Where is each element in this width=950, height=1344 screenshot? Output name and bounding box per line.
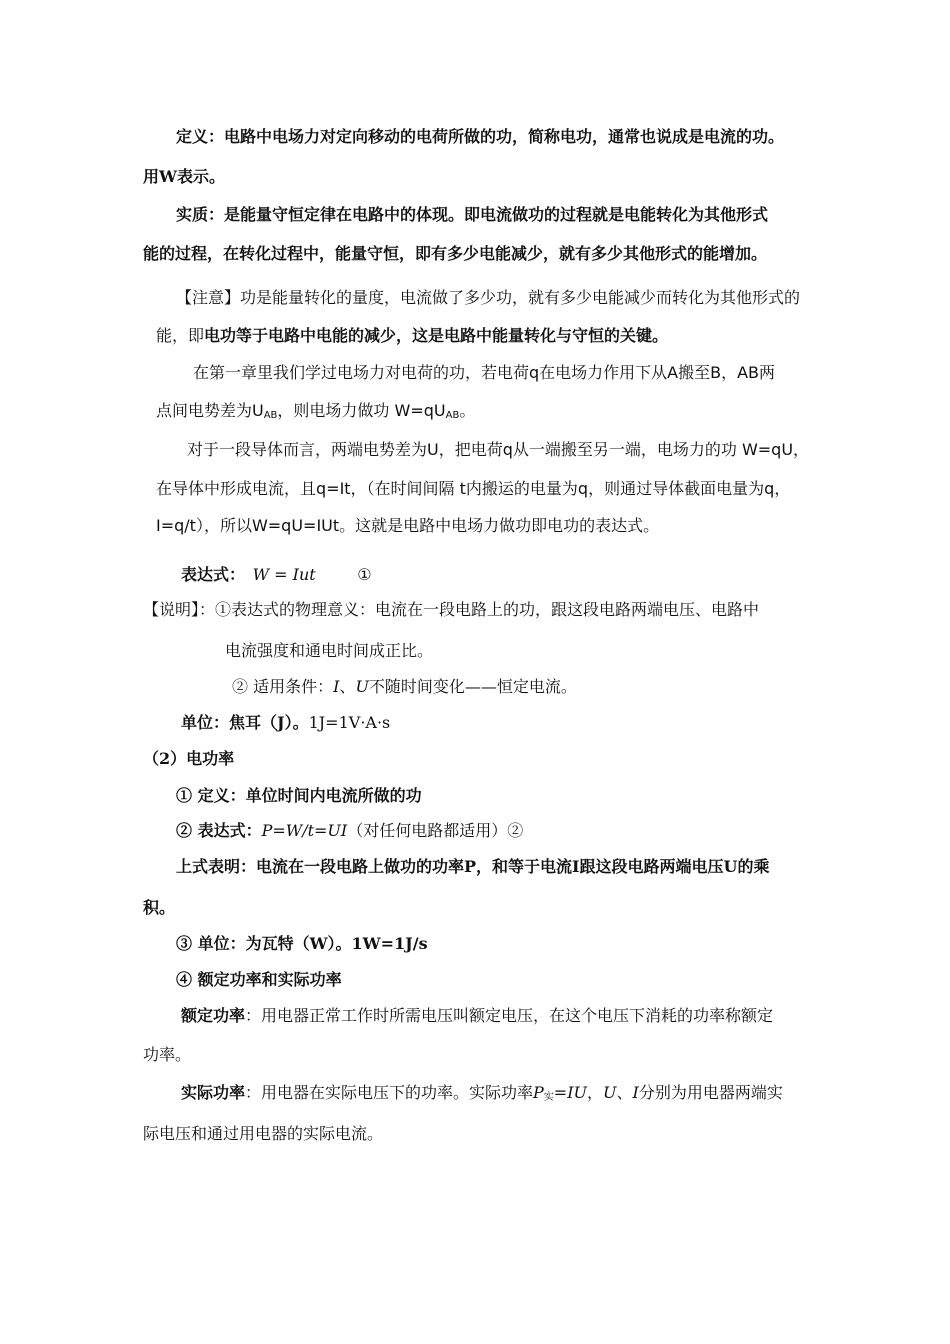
explanation-label: 【说明】： [143, 600, 216, 619]
essence-line-2: 能的过程，在转化过程中，能量守恒，即有多少电能减少，就有多少其他形式的能增加。 [143, 244, 768, 263]
subscript-actual: 实 [543, 1092, 554, 1103]
sep: 、 [339, 677, 356, 696]
power-expression [176, 821, 523, 841]
expression-formula: W = Iut [252, 565, 316, 584]
work-unit-label: 单位：焦耳（J）。 [181, 713, 309, 732]
actual-power-text-a: ：用电器在实际电压下的功率。实际功率 [245, 1083, 534, 1102]
actual-power-line-1 [181, 1083, 783, 1103]
definition-line-2: 用W表示。 [143, 167, 225, 186]
applicable-conditions [232, 677, 577, 697]
conductor-line-2: 在导体中形成电流，且q=It，（在时间间隔 t内搬运的电量为q，则通过导体截面电量为q， [156, 479, 791, 498]
power-meaning-line-2: 积。 [143, 898, 176, 917]
work-unit-value: 1J=1V·A·s [308, 713, 391, 732]
power-unit: ③ 单位：为瓦特（W）。1W=1J/s [176, 934, 428, 953]
actual-formula: =IU [553, 1083, 588, 1102]
power-meaning-line-1: 上式表明：电流在一段电路上做功的功率P，和等于电流I跟这段电路两端电压U的乘 [176, 857, 770, 876]
section-2-heading: （2）电功率 [143, 749, 235, 768]
chapter-line-2 [156, 401, 475, 421]
actual-power-text-b: 分别为用电器两端实 [638, 1083, 783, 1102]
work-unit-line [181, 713, 390, 733]
var-u: U [355, 677, 369, 696]
expression-number: ① [357, 565, 372, 584]
essence-line-1: 实质：是能量守恒定律在电路中的体现。即电流做功的过程就是电能转化为其他形式 [176, 205, 769, 224]
rated-actual-heading: ④ 额定功率和实际功率 [176, 970, 342, 989]
var-i: I [333, 677, 340, 696]
applicable-text: 不随时间变化——恒定电流。 [368, 677, 577, 696]
chapter-line-2-a: 点间电势差为U [156, 401, 264, 420]
subscript-ab-2: AB [445, 410, 460, 421]
note-line-1: 【注意】功是能量转化的量度，电流做了多少功，就有多少电能减少而转化为其他形式的 [176, 288, 801, 307]
explanation-line-1 [143, 600, 759, 620]
applicable-label: ② 适用条件： [232, 677, 334, 696]
power-expression-label: ② 表达式： [176, 821, 262, 840]
rated-power-label: 额定功率 [181, 1006, 246, 1025]
rated-power-line-2: 功率。 [143, 1045, 192, 1064]
note-line-2-start: 能，即 [156, 326, 205, 345]
expression-label: 表达式： [181, 565, 246, 584]
actual-power-label: 实际功率 [181, 1083, 246, 1102]
explanation-text-1: ①表达式的物理意义：电流在一段电路上的功，跟这段电路两端电压、电路中 [215, 600, 760, 619]
subscript-ab-1: AB [263, 410, 278, 421]
chapter-line-1: 在第一章里我们学过电场力对电荷的功，若电荷q在电场力作用下从A搬至B，AB两 [193, 363, 776, 382]
rated-power-line-1 [181, 1006, 773, 1026]
definition-line-1: 定义：电路中电场力对定向移动的电荷所做的功，简称电功，通常也说成是电流的功。 [176, 127, 785, 146]
var-p: P [533, 1083, 544, 1102]
chapter-line-2-b: ，则电场力做功 W=qU [277, 401, 446, 420]
var-u-2: U [603, 1083, 617, 1102]
note-line-2 [156, 326, 668, 346]
expression-line [181, 565, 372, 585]
conductor-line-3: I=q/t），所以W=qU=IUt。这就是电路中电场力做功即电功的表达式。 [156, 516, 660, 535]
actual-sep: ， [587, 1083, 604, 1102]
actual-power-line-2: 际电压和通过用电器的实际电流。 [143, 1124, 384, 1143]
power-definition: ① 定义：单位时间内电流所做的功 [176, 786, 422, 805]
chapter-line-2-c: 。 [459, 401, 476, 420]
actual-sep-2: 、 [616, 1083, 633, 1102]
power-formula: P=W/t=UI [261, 821, 348, 840]
explanation-line-2: 电流强度和通电时间成正比。 [225, 641, 434, 660]
conductor-line-1: 对于一段导体而言，两端电势差为U，把电荷q从一端搬至另一端，电场力的功 W=qU， [187, 440, 810, 459]
power-expression-note: （对任何电路都适用）② [347, 821, 524, 840]
note-key-point: 电功等于电路中电能的减少，这是电路中能量转化与守恒的关键。 [204, 326, 669, 345]
var-i-2: I [632, 1083, 639, 1102]
rated-power-text: ：用电器正常工作时所需电压叫额定电压，在这个电压下消耗的功率称额定 [245, 1006, 774, 1025]
